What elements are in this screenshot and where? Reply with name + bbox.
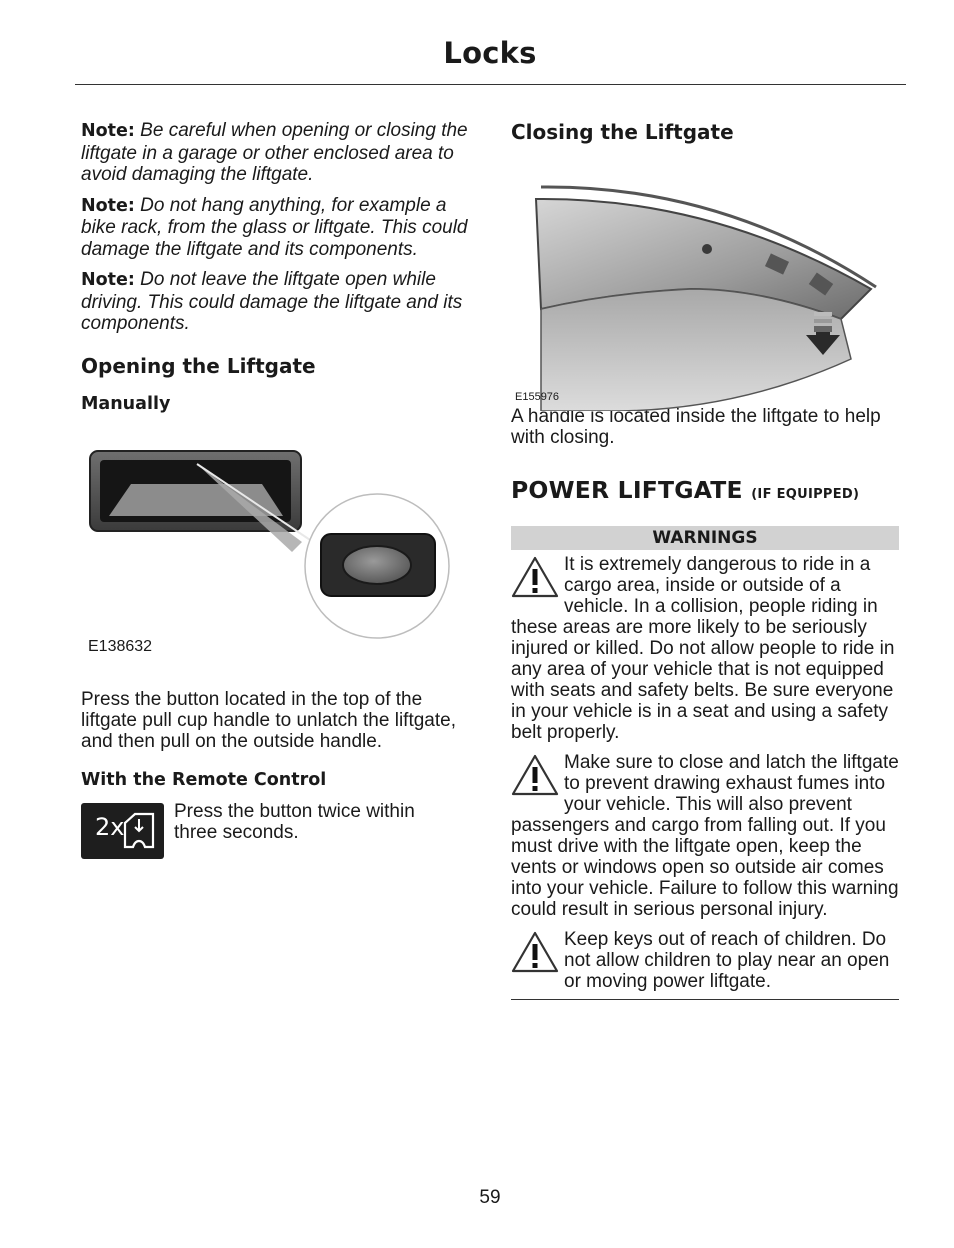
remote-heading: With the Remote Control <box>81 769 327 790</box>
note-driving: Note: Do not leave the liftgate open while driving. This could damage the liftgate and its components. <box>81 269 463 334</box>
warning-text-children: Keep keys out of reach of children. Do not allow children to play near an open or moving power liftgate. <box>564 929 890 992</box>
liftgate-illustration <box>511 169 901 411</box>
pull-cup-illustration <box>87 450 479 650</box>
warning-triangle-icon <box>511 753 559 797</box>
liftgate-figure <box>511 169 901 411</box>
left-column <box>81 120 473 859</box>
warning-item <box>511 752 901 920</box>
warning-triangle-icon <box>511 930 559 974</box>
manual-instructions: Press the button located in the top of the liftgate pull cup handle to unlatch the liftgate, and then pull on the outside handle. <box>81 688 456 752</box>
pull-cup-figure <box>81 450 473 710</box>
power-liftgate-heading: POWER LIFTGATE (IF EQUIPPED) <box>511 476 860 504</box>
note-hang: Note: Do not hang anything, for example a bike rack, from the glass or liftgate. This could damage the liftgate and its components. <box>81 194 468 260</box>
warning-triangle-icon <box>511 555 559 599</box>
note-garage: Note: Be careful when opening or closing the liftgate in a garage or other enclosed area to avoid damaging the liftgate. <box>81 120 468 185</box>
warning-item <box>511 929 901 999</box>
warning-text-ride: It is extremely dangerous to ride in a cargo area, inside or outside of a vehicle. In a collision, people riding in these areas are more likely to be seriously injured or killed. Do not allow people to ride in any area of your vehicle that is not equipped with seats and safety belts. Be sure everyone in your vehicle is in a seat and using a safety belt properly. <box>511 554 895 743</box>
warning-text-exhaust: Make sure to close and latch the liftgate to prevent drawing exhaust fumes into your vehicle. This will also prevent passengers and cargo from falling out. If you must drive with the liftgate open, keep the vents or windows open so outside air comes into your vehicle. Failure to follow this warning could result in serious personal injury. <box>511 752 899 920</box>
page-number: 59 <box>479 1187 501 1208</box>
closing-instructions: A handle is located inside the liftgate to help with closing. <box>511 406 881 448</box>
figure-code-closing: E155976 <box>515 391 560 403</box>
right-column <box>511 120 901 1000</box>
warnings-end-rule <box>511 999 899 1000</box>
opening-heading: Opening the Liftgate <box>81 353 316 378</box>
remote-instructions: Press the button twice within three seconds. <box>174 800 415 843</box>
remote-row <box>81 800 473 859</box>
warning-item <box>511 554 901 743</box>
manually-heading: Manually <box>81 393 171 414</box>
warnings-bar: WARNINGS <box>511 526 899 550</box>
power-liftgate-suffix: (IF EQUIPPED) <box>751 487 860 502</box>
closing-heading: Closing the Liftgate <box>511 120 734 144</box>
figure-code-manual: E138632 <box>88 637 153 655</box>
page-title: Locks <box>443 36 537 70</box>
title-rule <box>75 84 906 85</box>
liftgate-remote-icon: 2x <box>81 803 164 859</box>
